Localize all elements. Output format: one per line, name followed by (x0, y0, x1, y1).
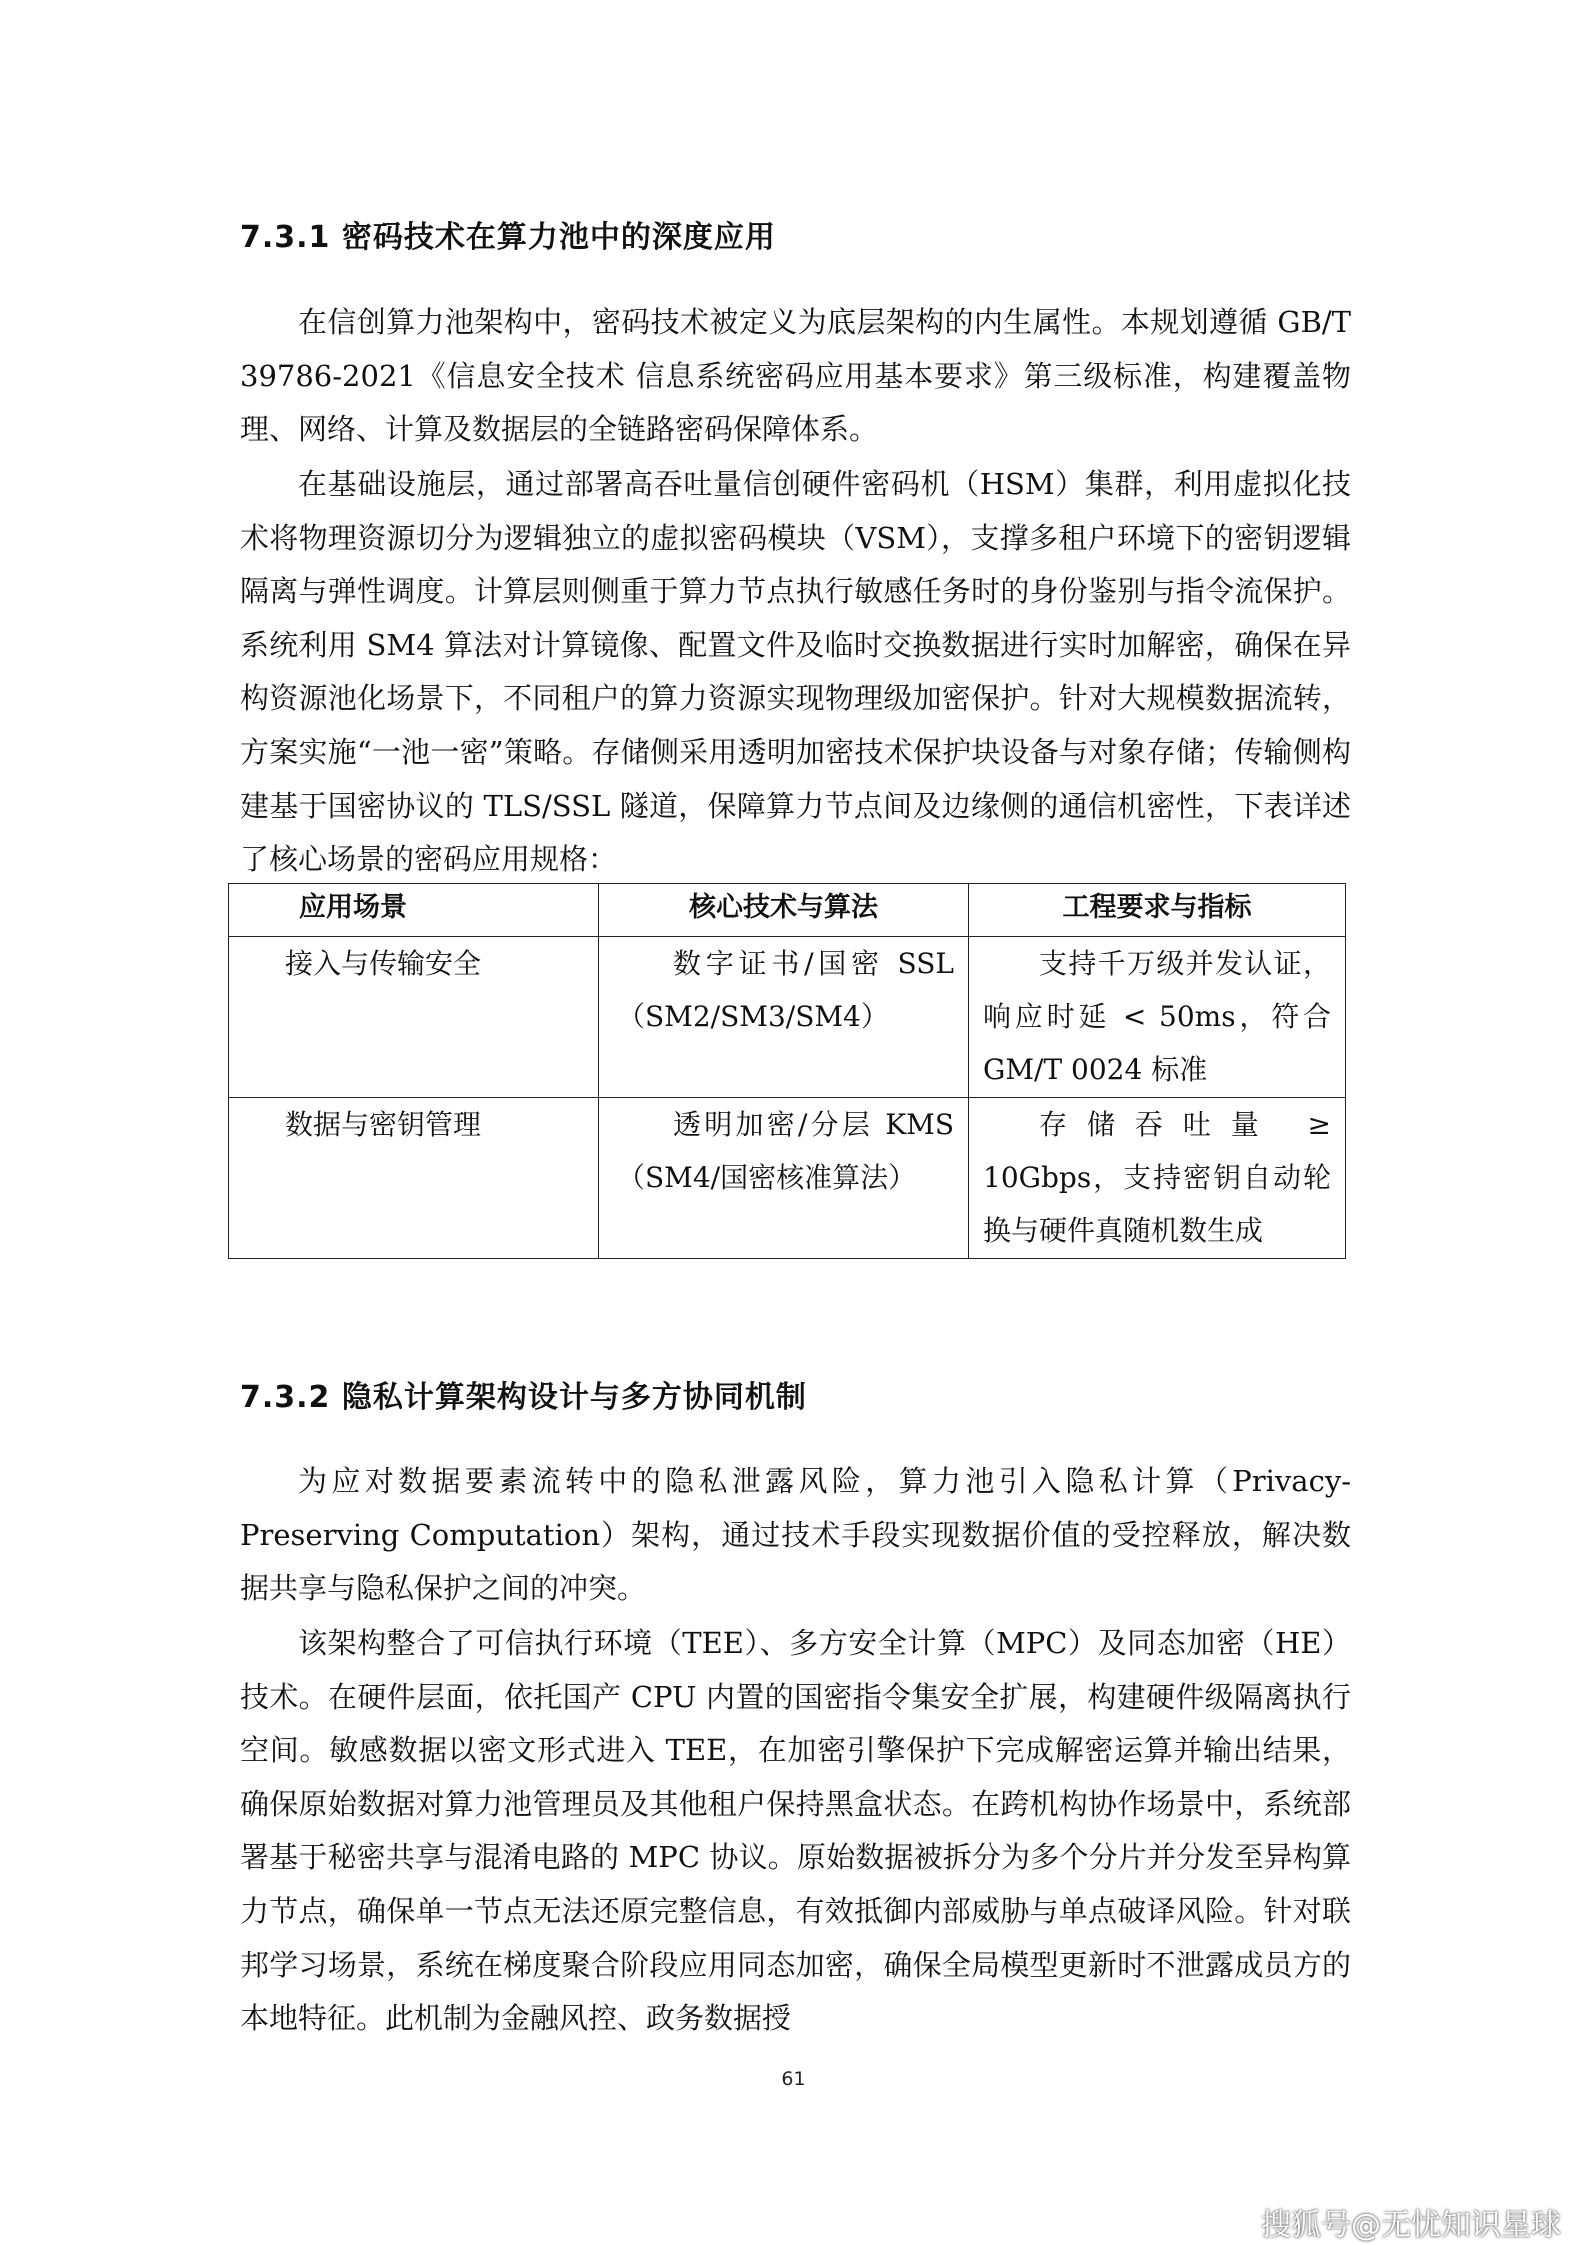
source-watermark: 搜狐号@无忧知识星球 (1261, 2208, 1561, 2243)
table-header-tech: 核心技术与算法 (599, 884, 969, 937)
page-number: 61 (781, 2068, 806, 2090)
section2-paragraph-1: 为应对数据要素流转中的隐私泄露风险，算力池引入隐私计算（Privacy-Preserving Computation）架构，通过技术手段实现数据价值的受控释放，解决数据共享与隐私保护之间的冲突。 (240, 1464, 1351, 1606)
table-cell-scene: 接入与传输安全 (229, 937, 599, 1098)
crypto-application-table (228, 883, 1346, 1259)
table-cell-scene: 数据与密钥管理 (229, 1098, 599, 1259)
table-cell-tech: 数字证书/国密 SSL（SM2/SM3/SM4） (599, 937, 969, 1098)
section-heading-7-3-2: 7.3.2 隐私计算架构设计与多方协同机制 (240, 1380, 807, 1415)
table-header-row (229, 884, 1346, 937)
table-cell-tech: 透明加密/分层 KMS（SM4/国密核准算法） (599, 1098, 969, 1259)
section1-paragraph-2: 在基础设施层，通过部署高吞吐量信创硬件密码机（HSM）集群，利用虚拟化技术将物理资源切分为逻辑独立的虚拟密码模块（VSM），支撑多租户环境下的密钥逻辑隔离与弹性调度。计算层则侧重于算力节点执行敏感任务时的身份鉴别与指令流保护。系统利用 SM4 算法对计算镜像、配置文件及临时交换数据进行实时加解密，确保在异构资源池化场景下，不同租户的算力资源实现物理级加密保护。针对大规模数据流转，方案实施“一池一密”策略。存储侧采用透明加密技术保护块设备与对象存储；传输侧构建基于国密协议的 TLS/SSL 隧道，保障算力节点间及边缘侧的通信机密性，下表详述了核心场景的密码应用规格： (240, 467, 1351, 877)
table-cell-requirements: 支持千万级并发认证，响应时延 < 50ms，符合 GM/T 0024 标准 (969, 937, 1346, 1098)
table-cell-requirements: 存储吞吐量 ≥ 10Gbps，支持密钥自动轮换与硬件真随机数生成 (969, 1098, 1346, 1259)
table-header-scene: 应用场景 (229, 884, 599, 937)
table-row (229, 1098, 1346, 1259)
section1-paragraph-1: 在信创算力池架构中，密码技术被定义为底层架构的内生属性。本规划遵循 GB/T 39786-2021《信息安全技术 信息系统密码应用基本要求》第三级标准，构建覆盖物理、网络、计算及数据层的全链路密码保障体系。 (240, 305, 1351, 447)
section-heading-7-3-1: 7.3.1 密码技术在算力池中的深度应用 (240, 220, 776, 255)
table-header-requirements: 工程要求与指标 (969, 884, 1346, 937)
table-row (229, 937, 1346, 1098)
section2-paragraph-2: 该架构整合了可信执行环境（TEE）、多方安全计算（MPC）及同态加密（HE）技术。在硬件层面，依托国产 CPU 内置的国密指令集安全扩展，构建硬件级隔离执行空间。敏感数据以密文形式进入 TEE，在加密引擎保护下完成解密运算并输出结果，确保原始数据对算力池管理员及其他租户保持黑盒状态。在跨机构协作场景中，系统部署基于秘密共享与混淆电路的 MPC 协议。原始数据被拆分为多个分片并分发至异构算力节点，确保单一节点无法还原完整信息，有效抵御内部威胁与单点破译风险。针对联邦学习场景，系统在梯度聚合阶段应用同态加密，确保全局模型更新时不泄露成员方的本地特征。此机制为金融风控、政务数据授 (240, 1626, 1351, 2036)
